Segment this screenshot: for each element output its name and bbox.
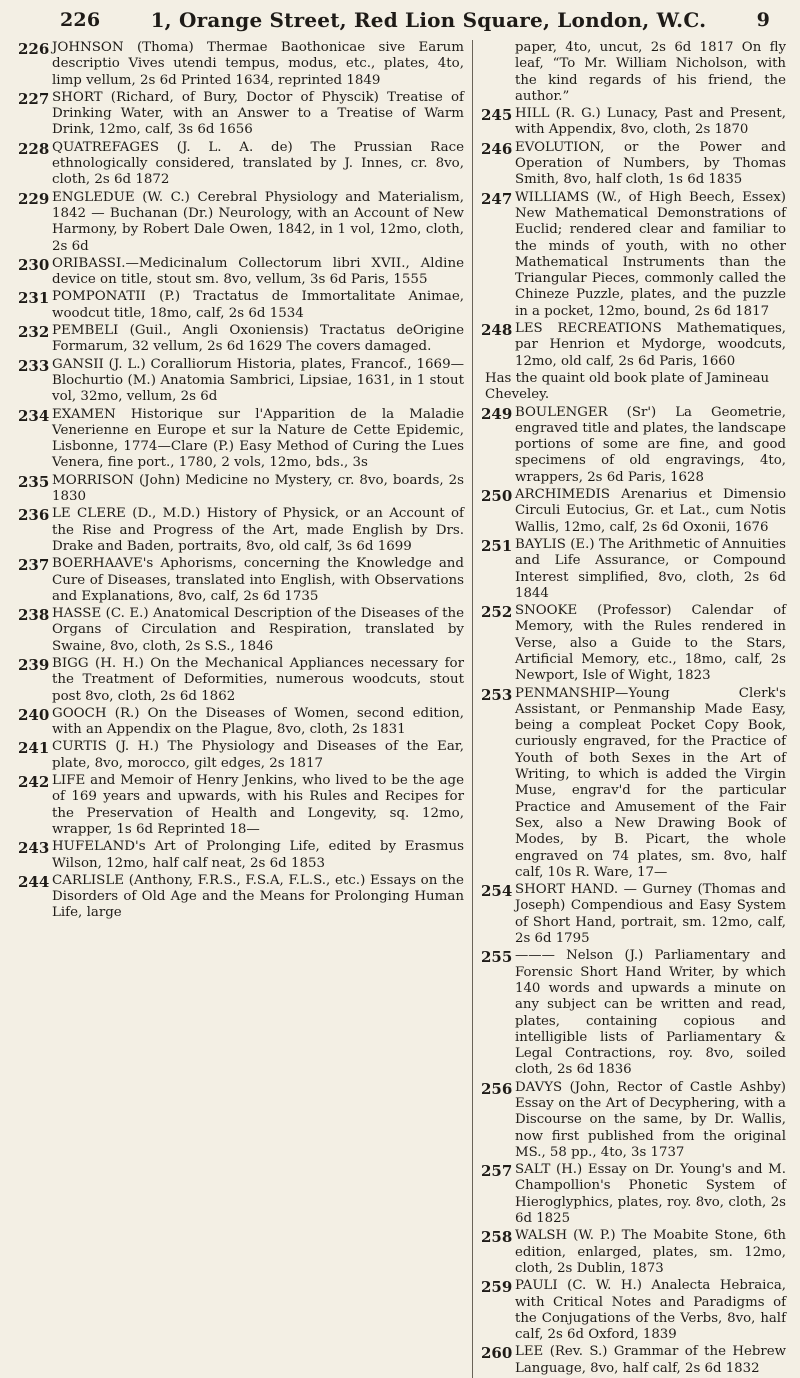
- entry-text: CURTIS (J. H.) The Physiology and Diseases of the Ear, plate, 8vo, morocco, gilt edges, 2s 1817: [52, 739, 464, 771]
- entry-text: SNOOKE (Professor) Calendar of Memory, with the Rules rendered in Verse, also a Guide to the Stars, Artificial Memory, etc., 18mo, calf, 2s Newport, Isle of Wight, 1823: [515, 603, 786, 684]
- catalogue-entry: [18, 256, 464, 289]
- catalogue-entry: [18, 773, 464, 838]
- catalogue-entry: [481, 1162, 786, 1227]
- catalogue-entry: [18, 656, 464, 705]
- entry-number: 229: [18, 189, 50, 208]
- entry-text: BIGG (H. H.) On the Mechanical Appliances necessary for the Treatment of Deformities, numerous woodcuts, stout post 8vo, cloth, 2s 6d 1862: [52, 655, 464, 704]
- entry-number: 242: [18, 773, 50, 792]
- catalogue-entry: [18, 357, 464, 406]
- right-column: [473, 40, 786, 1378]
- catalogue-entry: [481, 40, 786, 105]
- entry-number: 251: [481, 536, 513, 555]
- entry-text: WALSH (W. P.) The Moabite Stone, 6th edition, enlarged, plates, sm. 12mo, cloth, 2s Dublin, 1873: [515, 1228, 786, 1276]
- entry-number: 234: [18, 406, 50, 425]
- entry-number: 257: [481, 1162, 513, 1181]
- entry-text: WILLIAMS (W., of High Beech, Essex) New Mathematical Demonstrations of Euclid; rendered clear and familiar to the minds of youth, with no other Mathematical Instruments than the Triangular Pieces, commonly called the Chineze Puzzle, plates, and the puzzle in a pocket, 12mo, bound, 2s 6d 1817: [515, 189, 786, 319]
- entry-number: 243: [18, 839, 50, 858]
- catalogue-entry: [18, 556, 464, 605]
- entry-text: GOOCH (R.) On the Diseases of Women, second edition, with an Appendix on the Plague, 8vo, cloth, 2s 1831: [52, 705, 464, 738]
- catalogue-entry: [481, 1278, 786, 1343]
- catalogue-entry: [481, 405, 786, 486]
- entry-text: HILL (R. G.) Lunacy, Past and Present, with Appendix, 8vo, cloth, 2s 1870: [515, 106, 786, 138]
- catalogue-entry: [18, 839, 464, 872]
- entry-number: 235: [18, 472, 50, 491]
- entry-text: LIFE and Memoir of Henry Jenkins, who lived to be the age of 169 years and upwards, with his Rules and Recipes for the Preservation of Health and Longevity, sq. 12mo, wrapper, 1s 6d Reprinted 18—: [52, 773, 464, 837]
- entry-number: 231: [18, 289, 50, 308]
- catalogue-entry: [18, 473, 464, 506]
- entry-number: 237: [18, 556, 50, 575]
- catalogue-entry: [18, 323, 464, 356]
- catalogue-entry: [481, 190, 786, 320]
- entry-text: paper, 4to, uncut, 2s 6d 1817 On fly leaf, “To Mr. William Nicholson, with the kind regards of his friend, the author.”: [515, 40, 786, 104]
- entry-number: 245: [481, 106, 513, 125]
- entry-number: 228: [18, 139, 50, 158]
- entry-text: ARCHIMEDIS Arenarius et Dimensio Circuli Eutocius, Gr. et Lat., cum Notis Wallis, 12mo, calf, 2s 6d Oxonii, 1676: [515, 487, 786, 535]
- right-page-number: 9: [756, 9, 770, 31]
- entry-number: 244: [18, 872, 50, 891]
- entry-number: 259: [481, 1278, 513, 1297]
- entry-number: 248: [481, 321, 513, 340]
- catalogue-entry: [18, 140, 464, 189]
- entry-number: 249: [481, 404, 513, 423]
- entry-number: 247: [481, 189, 513, 208]
- entry-text: EXAMEN Historique sur l'Apparition de la Maladie Venerienne en Europe et sur la Nature de Cette Epidemic, Lisbonne, 1774—Clare (P.) Easy Method of Curing the Lues Venera, fine port., 1780, 2 vols, 12mo, bds., 3s: [52, 406, 464, 471]
- entry-text: MORRISON (John) Medicine no Mystery, cr. 8vo, boards, 2s 1830: [52, 472, 464, 505]
- entry-number: 233: [18, 356, 50, 375]
- catalogue-entry: [18, 506, 464, 555]
- catalogue-entry: [481, 603, 786, 684]
- entry-number: 255: [481, 948, 513, 967]
- catalogue-entry: [18, 289, 464, 322]
- entry-text: CARLISLE (Anthony, F.R.S., F.S.A, F.L.S., etc.) Essays on the Disorders of Old Age and the Means for Prolonging Human Life, large: [52, 872, 464, 921]
- entry-text: PEMBELI (Guil., Angli Oxoniensis) Tractatus deOrigine Formarum, 32 vellum, 2s 6d 1629 The covers damaged.: [52, 323, 464, 355]
- entry-number: 241: [18, 739, 50, 758]
- entry-number: 226: [18, 40, 50, 58]
- entry-number: 238: [18, 606, 50, 625]
- entry-number: 256: [481, 1079, 513, 1098]
- entry-text: DAVYS (John, Rector of Castle Ashby) Essay on the Art of Decyphering, with a Discourse on the same, by Dr. Wallis, now first published from the original MS., 58 pp., 4to, 3s 1737: [515, 1079, 786, 1160]
- catalogue-entry: [481, 321, 786, 370]
- catalogue-columns: [18, 40, 786, 1378]
- entry-number: 258: [481, 1228, 513, 1247]
- entry-text: SHORT HAND. — Gurney (Thomas and Joseph) Compendious and Easy System of Short Hand, portrait, sm. 12mo, calf, 2s 6d 1795: [515, 882, 786, 947]
- catalogue-entry: [481, 140, 786, 189]
- entry-text: POMPONATII (P.) Tractatus de Immortalitate Animae, woodcut title, 18mo, calf, 2s 6d 1534: [52, 289, 464, 321]
- catalogue-entry: [18, 90, 464, 139]
- entry-text: HASSE (C. E.) Anatomical Description of the Diseases of the Organs of Circulation and Respiration, translated by Swaine, 8vo, cloth, 2s S.S., 1846: [52, 606, 464, 654]
- catalogue-entry: [481, 882, 786, 947]
- entry-text: PENMANSHIP—Young Clerk's Assistant, or Penmanship Made Easy, being a compleat Pocket Copy Book, curiously engraved, for the Practice of Youth of both Sexes in the Art of Writing, to which is added the Virgin Muse, engrav'd for the particular Practice and Amusement of the Fair Sex, also a New Drawing Book of Modes, by B. Picart, the whole engraved on 74 plates, sm. 8vo, half calf, 10s R. Ware, 17—: [515, 685, 786, 880]
- catalogue-entry: [18, 190, 464, 255]
- catalogue-entry: [481, 1344, 786, 1377]
- entry-text: BOULENGER (Sr') La Geometrie, engraved title and plates, the landscape portions of some are fine, and good specimens of old engravings, 4to, wrappers, 2s 6d Paris, 1628: [515, 404, 786, 485]
- entry-text: SALT (H.) Essay on Dr. Young's and M. Champollion's Phonetic System of Hieroglyphics, plates, roy. 8vo, cloth, 2s 6d 1825: [515, 1162, 786, 1227]
- entry-text: LE CLERE (D., M.D.) History of Physick, or an Account of the Rise and Progress of the Art, made English by Drs. Drake and Baden, portraits, 8vo, old calf, 3s 6d 1699: [52, 506, 464, 554]
- entry-number: 253: [481, 685, 513, 704]
- entry-text: HUFELAND's Art of Prolonging Life, edited by Erasmus Wilson, 12mo, half calf neat, 2s 6d 1853: [52, 839, 464, 871]
- left-column: [18, 40, 473, 1378]
- entry-text: LEE (Rev. S.) Grammar of the Hebrew Language, 8vo, half calf, 2s 6d 1832: [515, 1344, 786, 1376]
- entry-number: 236: [18, 506, 50, 525]
- entry-number: 246: [481, 139, 513, 158]
- catalogue-entry: [481, 948, 786, 1078]
- entry-number: 250: [481, 487, 513, 506]
- catalogue-entry: [481, 106, 786, 139]
- entry-number: 254: [481, 882, 513, 901]
- entry-text: ENGLEDUE (W. C.) Cerebral Physiology and Materialism, 1842 — Buchanan (Dr.) Neurology, with an Account of New Harmony, by Robert Dale Owen, 1842, in 1 vol, 12mo, cloth, 2s 6d: [52, 189, 464, 254]
- catalogue-entry: [18, 606, 464, 655]
- catalogue-entry: [481, 1228, 786, 1277]
- left-page-number: 226: [60, 9, 101, 31]
- entry-number: 227: [18, 89, 50, 108]
- entry-text: LES RECREATIONS Mathematiques, par Henrion et Mydorge, woodcuts, 12mo, old calf, 2s 6d Paris, 1660: [515, 321, 786, 369]
- catalogue-entry: [481, 686, 786, 882]
- entry-text: PAULI (C. W. H.) Analecta Hebraica, with Critical Notes and Paradigms of the Conjugations of the Verbs, 8vo, half calf, 2s 6d Oxford, 1839: [515, 1278, 786, 1343]
- catalogue-entry: [481, 487, 786, 536]
- catalogue-entry: [18, 407, 464, 472]
- entry-text: GANSII (J. L.) Coralliorum Historia, plates, Francof., 1669—Blochurtio (M.) Anatomia Sambrici, Lipsiae, 1631, in 1 stout vol, 32mo, vellum, 2s 6d: [52, 356, 464, 405]
- entry-number: 232: [18, 323, 50, 342]
- entry-text: ——— Nelson (J.) Parliamentary and Forensic Short Hand Writer, by which 140 words and upwards a minute on any subject can be written and read, plates, containing copious and intelligible lists of Parliamentary & Legal Contractions, roy. 8vo, soiled cloth, 2s 6d 1836: [515, 948, 786, 1078]
- entry-number: 240: [18, 705, 50, 724]
- catalogue-entry: [18, 873, 464, 922]
- entry-text: ORIBASSI.—Medicinalum Collectorum libri XVII., Aldine device on title, stout sm. 8vo, vellum, 3s 6d Paris, 1555: [52, 255, 464, 288]
- entry-text: EVOLUTION, or the Power and Operation of Numbers, by Thomas Smith, 8vo, half cloth, 1s 6d 1835: [515, 139, 786, 188]
- catalogue-entry: [18, 739, 464, 772]
- catalogue-entry: [481, 537, 786, 602]
- catalogue-entry: [18, 706, 464, 739]
- entry-number: [481, 40, 515, 105]
- entry-text: QUATREFAGES (J. L. A. de) The Prussian Race ethnologically considered, translated by J. Innes, cr. 8vo, cloth, 2s 6d 1872: [52, 139, 464, 188]
- page-header: [60, 0, 770, 40]
- entry-text: BOERHAAVE's Aphorisms, concerning the Knowledge and Cure of Diseases, translated into English, with Observations and Explanations, 8vo, calf, 2s 6d 1735: [52, 556, 464, 604]
- entry-number: 230: [18, 255, 50, 274]
- entry-text: BAYLIS (E.) The Arithmetic of Annuities and Life Assurance, or Compound Interest simplified, 8vo, cloth, 2s 6d 1844: [515, 536, 786, 601]
- page-title: 1, Orange Street, Red Lion Square, London, W.C.: [150, 8, 707, 32]
- entry-text: JOHNSON (Thoma) Thermae Baothonicae sive Earum descriptio Vives utendi tempus, modus, etc., plates, 4to, limp vellum, 2s 6d Printed 1634, reprinted 1849: [52, 40, 464, 88]
- catalogue-entry: [481, 1080, 786, 1161]
- catalogue-entry: [18, 40, 464, 89]
- entry-number: 260: [481, 1344, 513, 1363]
- entry-text: SHORT (Richard, of Bury, Doctor of Physcik) Treatise of Drinking Water, with an Answer to a Treatise of Warm Drink, 12mo, calf, 3s 6d 1656: [52, 89, 464, 138]
- catalogue-note: Has the quaint old book plate of Jamineau Cheveley.: [485, 370, 770, 403]
- entry-number: 252: [481, 603, 513, 622]
- entry-number: 239: [18, 655, 50, 674]
